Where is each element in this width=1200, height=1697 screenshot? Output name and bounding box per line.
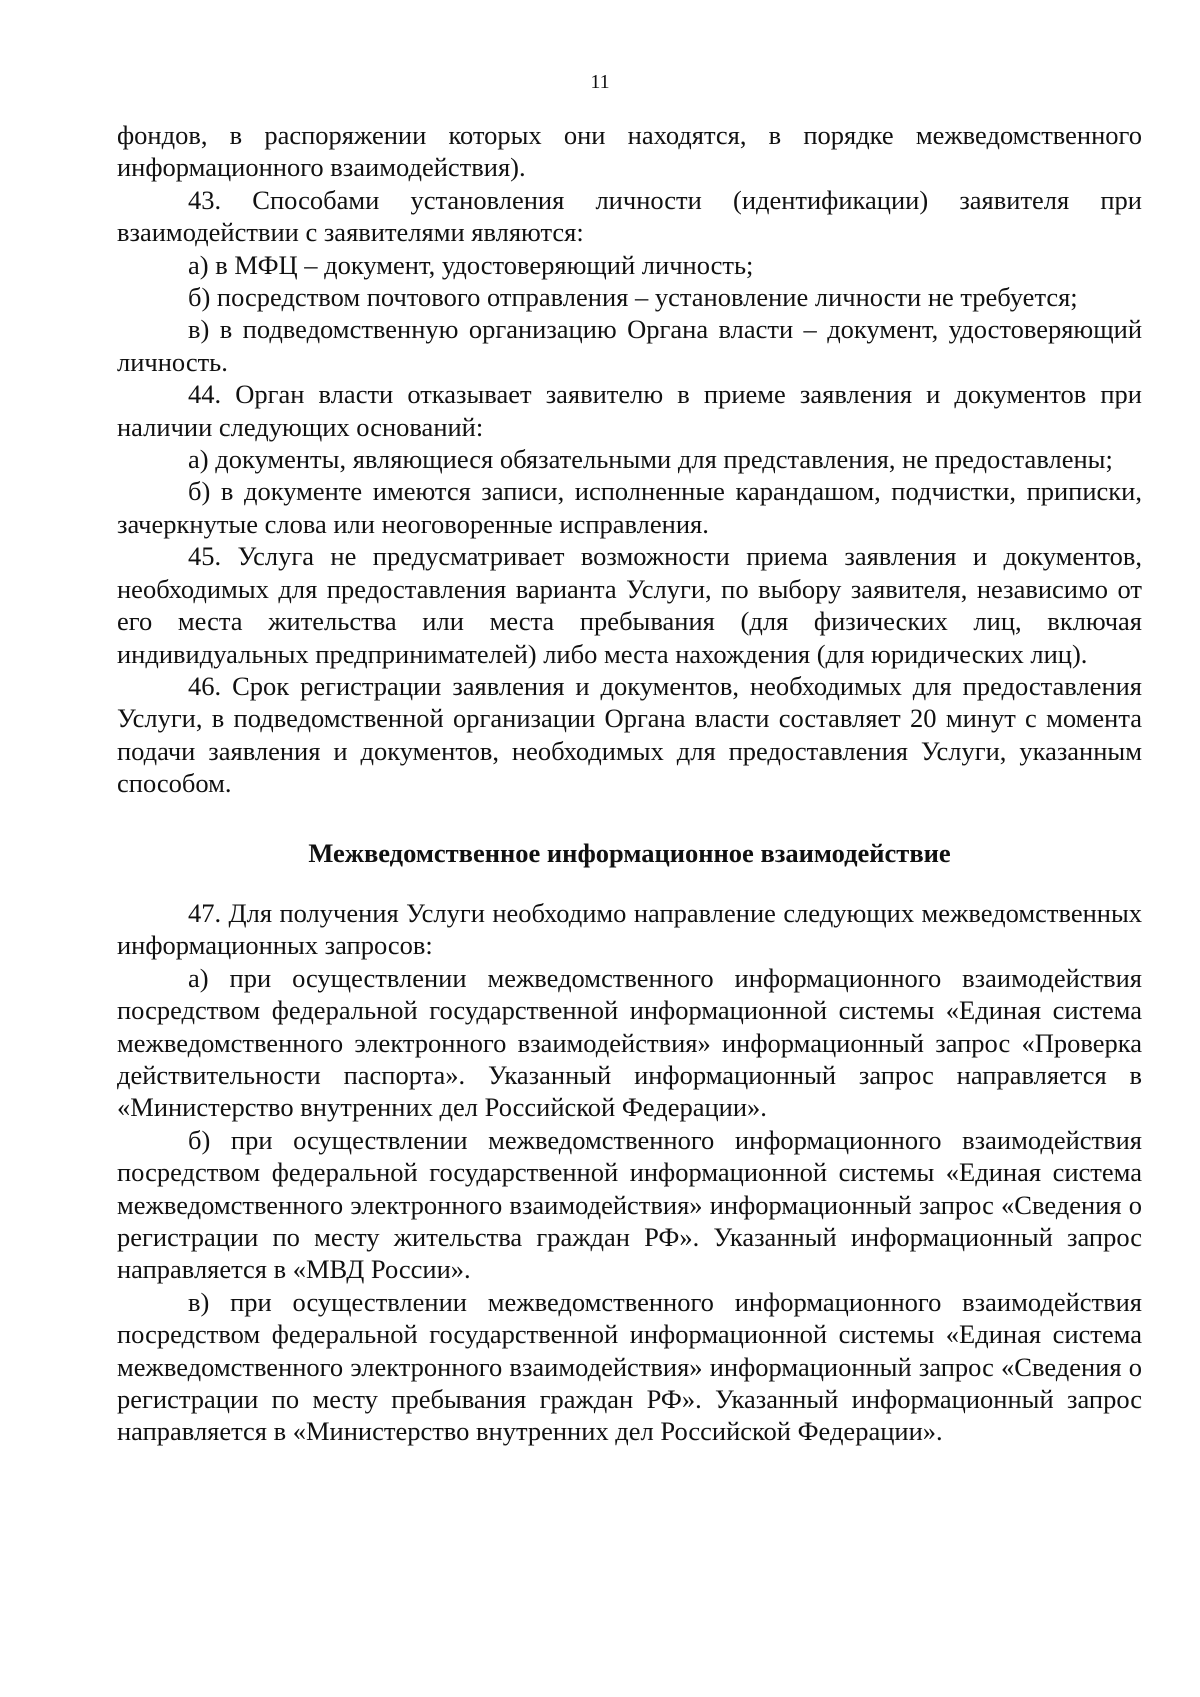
paragraph-43-b: б) посредством почтового отправления – установление личности не требуется; <box>188 282 1078 313</box>
paragraph-43-v: в) в подведомственную организацию Органа власти – документ, удостоверяющий личность. <box>117 314 1142 377</box>
paragraph-continuation: фондов, в распоряжении которых они находятся, в порядке межведомственного информационного взаимодействия). <box>117 120 1142 183</box>
paragraph-44-a: а) документы, являющиеся обязательными для представления, не предоставлены; <box>188 444 1113 475</box>
paragraph-47-b: б) при осуществлении межведомственного информационного взаимодействия посредством федеральной государственной информационной системы «Единая система межведомственного электронного взаимодействия» информационный запрос «Сведения о регистрации по месту жительства граждан РФ». Указанный информационный запрос направляется в «МВД России». <box>117 1124 1142 1285</box>
paragraph-47: 47. Для получения Услуги необходимо направление следующих межведомственных информационных запросов: <box>117 897 1142 961</box>
paragraph-44-b: б) в документе имеются записи, исполненные карандашом, подчистки, приписки, зачеркнутые слова или неоговоренные исправления. <box>117 476 1142 539</box>
page-number: 11 <box>590 71 610 93</box>
paragraph-43-a: а) в МФЦ – документ, удостоверяющий личность; <box>188 249 754 280</box>
paragraph-46: 46. Срок регистрации заявления и документов, необходимых для предоставления Услуги, в подведомственной организации Органа власти составляет 20 минут с момента подачи заявления и документов, необходимых для предоставления Услуги, указанным способом. <box>117 670 1142 799</box>
paragraph-47-v: в) при осуществлении межведомственного информационного взаимодействия посредством федеральной государственной информационной системы «Единая система межведомственного электронного взаимодействия» информационный запрос «Сведения о регистрации по месту пребывания граждан РФ». Указанный информационный запрос направляется в «Министерство внутренних дел Российской Федерации». <box>117 1286 1142 1447</box>
paragraph-45: 45. Услуга не предусматривает возможности приема заявления и документов, необходимых для предоставления варианта Услуги, по выбору заявителя, независимо от его места жительства или места пребывания (для физических лиц, включая индивидуальных предпринимателей) либо места нахождения (для юридических лиц). <box>117 541 1142 669</box>
section-heading: Межведомственное информационное взаимодействие <box>308 837 951 868</box>
paragraph-47-a: а) при осуществлении межведомственного информационного взаимодействия посредством федеральной государственной информационной системы «Единая система межведомственного электронного взаимодействия» информационный запрос «Проверка действительности паспорта». Указанный информационный запрос направляется в «Министерство внутренних дел Российской Федерации». <box>117 962 1142 1123</box>
paragraph-43: 43. Способами установления личности (идентификации) заявителя при взаимодействии с заявителями являются: <box>117 184 1142 248</box>
paragraph-44: 44. Орган власти отказывает заявителю в приеме заявления и документов при наличии следующих оснований: <box>117 379 1142 442</box>
page-content <box>117 119 1142 1448</box>
